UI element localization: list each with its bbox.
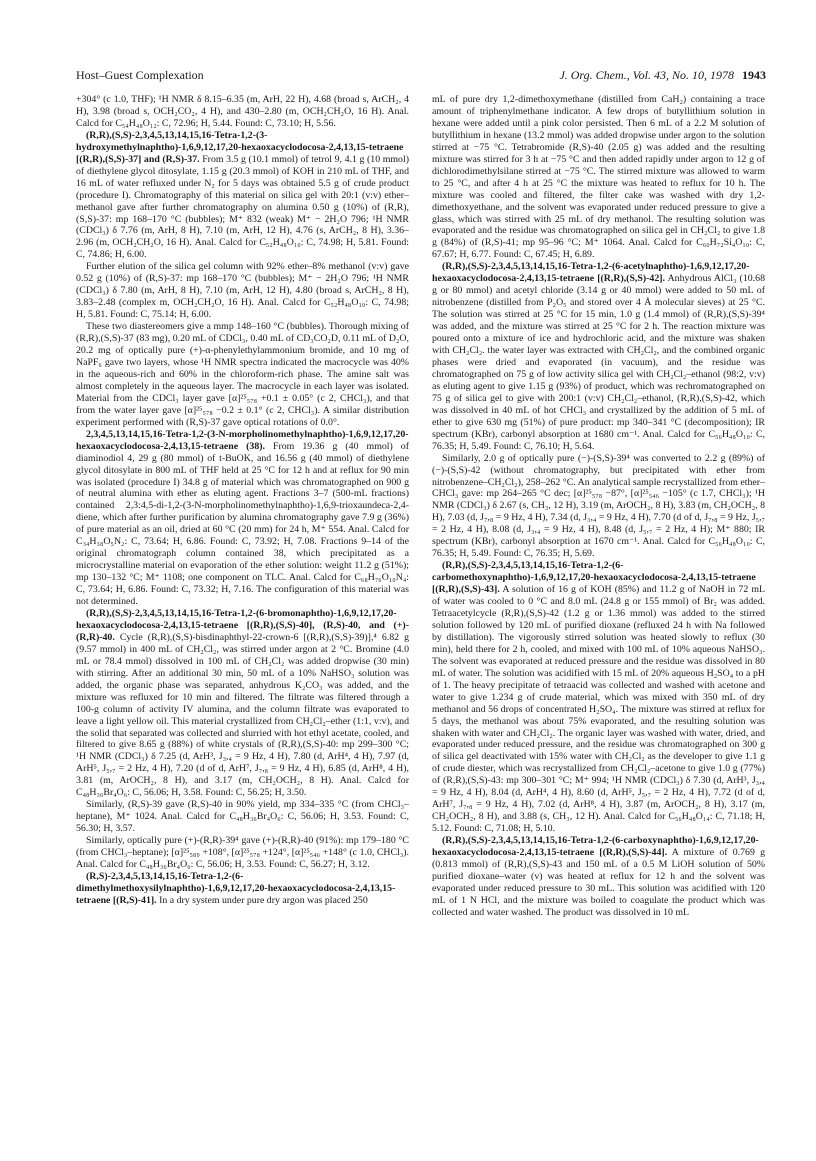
page-number: 1943 <box>742 68 766 82</box>
paragraph: Similarly, optically pure (+)-(R,R)-39⁴ gave (+)-(R,R)-40 (91%): mp 179–180 °C (from CHCl₃–heptane); [α]²⁵₅₈₉ +108°, [α]²⁵₅₇₈ +124°, [α]²⁵₅₄₆ +148° (c 1.0, CHCl₃). Anal. Calcd for C₄₈H₃₆Br₄O₆: C, 56.06; H, 3.53. Found: C, 56.27; H, 3.12. <box>76 835 409 870</box>
paragraph: (R,R),(S,S)-2,3,4,5,13,14,15,16-Tetra-1,2-(6-carbomethoxynaphtho)-1,6,9,12,17,20-hexaoxacyclodocosa-2,4,13,15-tetraene [(R,R),(S,S)-43]. A solution of 16 g of KOH (85%) and 11.2 g of NaOH in 72 mL of water was cooled to 0 °C and 8.0 mL (24.8 g or 155 mmol) of Br₂ was added. Tetraacetylcycle (R,R),(S,S)-42 (1.2 g or 1.36 mmol) was added to the stirred solution followed by 120 mL of purified dioxane (refluxed 24 h with Na followed by distillation). The vigorously stirred solution was heated slowly to reflux (30 min), held there for 2 h, cooled, and mixed with 100 mL of 10% aqueous NaHSO₃. The solvent was evaporated at reduced pressure and the residue was dissolved in 80 mL of water. The solution was acidified with 15 mL of 20% aqueous H₂SO₄ to a pH of 1. The heavy precipitate of tetraacid was collected and washed with acetone and water to give 1.234 g of crude material, which was mixed with 350 mL of dry methanol and 56 drops of concentrated H₂SO₄. The mixture was stirred at reflux for 5 days, the methanol was about 75% evaporated, and the resulting solution was shaken with water and CH₂Cl₂. The organic layer was washed with water, dried, and evaporated under reduced pressure, and the residue was chromatographed on 300 g of silica gel deactivated with 15% water with CH₂Cl₂ as the developer to give 1.1 g of crude diester, which was recrystallized from CH₂Cl₂–acetone to give 1.0 g (77%) of (R,R),(S,S)-43: mp 300–301 °C; M⁺ 994; ¹H NMR (CDCl₃) δ 7.30 (d, ArH³, J₃,₄ = 9 Hz, 4 H), 8.04 (d, ArH⁴, 4 H), 8.60 (d, ArH⁵, J₅,₇ = 2 Hz, 4 H), 7.72 (d of d, ArH⁷, J₇,₈ = 9 Hz, 4 H), 7.02 (d, ArH⁸, 4 H), 3.87 (m, ArOCH₂, 8 H), 3.17 (m, CH₂OCH₂, 8 H), and 3.88 (s, CH₃, 12 H). Anal. Calcd for C₅₆H₄₈O₁₄: C, 71.18; H, 5.12. Found: C, 71.08; H, 5.10. <box>432 560 765 835</box>
paragraph: Similarly, (R,S)-39 gave (R,S)-40 in 90% yield, mp 334–335 °C (from CHCl₃–heptane), M⁺ 1024. Anal. Calcd for C₄₈H₃₆Br₄O₆: C, 56.06; H, 3.53. Found: C, 56.30; H, 3.57. <box>76 799 409 835</box>
compound-heading: (R,R),(S,S)-2,3,4,5,13,14,15,16-Tetra-1,2-(6-carboxynaphtho)-1,6,9,12,17,20-hexaoxacyclodocosa-2,4,13,15-tetraene [(R,R),(S,S)-44]. <box>432 835 759 859</box>
paragraph: (R,R),(S,S)-2,3,4,5,13,14,15,16-Tetra-1,2-(6-acetylnaphtho)-1,6,9,12,17,20-hexaoxacyclodocosa-2,4,13,15-tetraene [(R,R),(S,S)-42]. Anhydrous AlCl₃ (10.68 g or 80 mmol) and acetyl chloride (3.14 g or 40 mmol) were added to 50 mL of nitrobenzene (distilled from P₂O₅ and stored over 4 Å molecular sieves) at 25 °C. The solution was stirred at 25 °C for 15 min, 1.0 g (1.4 mmol) of (R,R),(S,S)-39⁴ was added, and the mixture was stirred at 25 °C for 2 h. The reaction mixture was poured onto a mixture of ice and hydrochloric acid, and the mixture was shaken with CH₂Cl₂. the water layer was extracted with CH₂Cl₂, and the combined organic phases were dried and evaporated (in vacuum), and the residue was chromatographed on 75 g of low activity silica gel with CH₂Cl₂–ethanol (98:2, v:v) as eluting agent to give 1.15 g (93%) of product, which was rechromatographed on 75 g of silica gel to give with 200:1 (v:v) CH₂Cl₂–ethanol, (R,R),(S,S)-42, which was dissolved in 40 mL of hot CHCl₃ and crystallized by the addition of 5 mL of ether to give 630 mg (51%) of pure product: mp 340–341 °C (decomposition); IR spectrum (KBr), carbonyl absorption at 1680 cm⁻¹. Anal. Calcd for C₅₆H₄₈O₁₀: C, 76.35; H, 5.49. Found: C, 76.10; H, 5.64. <box>432 261 765 452</box>
running-header-title: Host–Guest Complexation <box>76 68 204 82</box>
running-header-journal-block <box>559 66 766 84</box>
paragraph: These two diastereomers give a mmp 148–160 °C (bubbles). Thorough mixing of (R,R),(S,S)-37 (83 mg), 0.20 mL of CDCl₃, 0.40 mL of CD₃CO₂D, 0.11 mL of D₂O, 20.2 mg of optically pure (+)-α-phenylethylammonium bromide, and 10 mg of NaPF₆ gave two layers, whose ¹H NMR spectra indicated the macrocycle was 40% in the aqueous-rich and 60% in the chloroform-rich phase. The amine salt was almost completely in the aqueous layer. The macrocycle in each layer was isolated. Material from the CDCl₃ layer gave [α]²⁵₅₇₈ +0.1 ± 0.05° (c 2, CHCl₃), and that from the water layer gave [α]²⁵₅₇₈ −0.2 ± 0.1° (c 2, CHCl₃). A similar distribution experiment performed with (R,S)-37 gave optical rotations of 0.0°. <box>76 321 409 428</box>
paragraph: Similarly, 2.0 g of optically pure (−)-(S,S)-39⁴ was converted to 2.2 g (89%) of (−)-(S,S)-42 (without chromatography, but precipitated with ether from nitrobenzene–CH₂Cl₂), 258–262 °C. An analytical sample recrystallized from ether–CHCl₃ gave: mp 264–265 °C dec; [α]²⁵₅₇₈ −87°, [α]²⁵₅₄₆ −105° (c 1.7, CHCl₃); ¹H NMR (CDCl₃) δ 2.67 (s, CH₃, 12 H), 3.19 (m, ArOCH₂, 8 H), 3.83 (m, CH₂OCH₂, 8 H), 7.03 (d, J₇,₈ = 9 Hz, 4 H), 7.34 (d, J₃,₄ = 9 Hz, 4 H), 7.70 (d of d, J₇,₈ = 9 Hz, J₅,₇ = 2 Hz, 4 H), 8.08 (d, J₃,₄ = 9 Hz, 4 H), 8.48 (d, J₅,₇ = 2 Hz, 4 H); M⁺ 880; IR spectrum (KBr), carbonyl absorption at 1670 cm⁻¹. Anal. Calcd for C₅₆H₄₈O₁₀: C, 76.35; H, 5.49. Found: C, 76.35; H, 5.69. <box>432 452 765 560</box>
right-column <box>432 94 765 1139</box>
compound-heading: (R,R),(S,S)-2,3,4,5,13,14,15,16-Tetra-1,2-(3-hydroxymethylnaphtho)-1,6,9,12,17,20-hexaoxacyclodocosa-2,4,13,15-tetraene [(R,R),(S,S)-37] and (R,S)-37. <box>76 129 404 165</box>
left-column <box>76 94 409 1139</box>
journal-citation: J. Org. Chem., Vol. 43, No. 10, 1978 <box>559 68 734 82</box>
paragraph: (R,R),(S,S)-2,3,4,5,13,14,15,16-Tetra-1,2-(6-carboxynaphtho)-1,6,9,12,17,20-hexaoxacyclodocosa-2,4,13,15-tetraene [(R,R),(S,S)-44]. A mixture of 0.769 g (0.813 mmol) of (R,R),(S,S)-43 and 150 mL of a 0.5 M LiOH solution of 50% purified dioxane–water (v) was heated at reflux for 12 h and the solvent was evaporated under reduced pressure to 30 mL. This solution was acidified with 120 mL of 1 N HCl, and the mixture was boiled to coagulate the product which was collected and water washed. The product was dissolved in 10 mL <box>432 835 765 918</box>
paragraph: (R,S)-2,3,4,5,13,14,15,16-Tetra-1,2-(6-dimethylmethoxysilylnaphtho)-1,6,9,12,17,20-hexaoxacyclodocosa-2,4,13,15-tetraene [(R,S)-41]. In a dry system under pure dry argon was placed 250 <box>76 870 396 906</box>
paragraph: Further elution of the silica gel column with 92% ether–8% methanol (v:v) gave 0.52 g (10%) of (R,S)-37: mp 168–170 °C (bubbles); M⁺ − 2H₂O 796; ¹H NMR (CDCl₃) δ 7.80 (m, ArH, 8 H), 7.10 (m, ArH, 12 H), 4.80 (broad s, ArCH₂, 8 H), 3.83–2.48 (complex m, OCH₂CH₂O, 16 H). Anal. Calcd for C₅₂H₄₈O₁₀: C, 74.98; H, 5.81. Found: C, 75.14; H, 6.00. <box>76 261 409 321</box>
compound-heading: 2,3,4,5,13,14,15,16-Tetra-1,2-(3-N-morpholinomethylnaphtho)-1,6,9,12,17,20-hexaoxacyclodocosa-2,4,13,15-tetraene (38). <box>76 428 409 452</box>
compound-heading: (R,R),(S,S)-2,3,4,5,13,14,15,16-Tetra-1,2-(6-acetylnaphtho)-1,6,9,12,17,20-hexaoxacyclodocosa-2,4,13,15-tetraene [(R,R),(S,S)-42]. <box>432 261 750 285</box>
compound-heading: (R,R),(S,S)-2,3,4,5,13,14,15,16-Tetra-1,2-(6-carbomethoxynaphtho)-1,6,9,12,17,20-hexaoxacyclodocosa-2,4,13,15-tetraene [(R,R),(S,S)-43]. <box>432 560 756 596</box>
running-header <box>76 66 766 84</box>
paragraph: (R,R),(S,S)-2,3,4,5,13,14,15,16-Tetra-1,2-(3-hydroxymethylnaphtho)-1,6,9,12,17,20-hexaoxacyclodocosa-2,4,13,15-tetraene [(R,R),(S,S)-37] and (R,S)-37. From 3.5 g (10.1 mmol) of tetrol 9, 4.1 g (10 mmol) of diethylene glycol ditosylate, 1.15 g (20.3 mmol) of KOH in 210 mL of THF, and 16 mL of water refluxed under N₂ for 5 days was obtained 5.5 g of crude product (procedure I). Chromatography of this material on silica gel with 20:1 (v:v) ether–methanol gave after further chromatography on alumina 0.50 g (10%) of (R,R),(S,S)-37: mp 168–170 °C (bubbles); M⁺ 832 (weak) M⁺ − 2H₂O 796; ¹H NMR (CDCl₃) δ 7.76 (m, ArH, 8 H), 7.10 (m, ArH, 12 H), 4.76 (s, ArCH₂, 8 H), 3.36–2.96 (m, OCH₂CH₂O, 16 H). Anal. Calcd for C₅₂H₄₈O₁₀: C, 74.98; H, 5.81. Found: C, 74.86; H, 6.00. <box>76 129 409 261</box>
compound-heading: (R,R),(S,S)-2,3,4,5,13,14,15,16-Tetra-1,2-(6-bromonaphtho)-1,6,9,12,17,20-hexaoxacyclodocosa-2,4,13,15-tetraene [(R,R),(S,S)-40], (R,S)-40, and (+)-(R,R)-40. <box>76 607 409 643</box>
paragraph: 2,3,4,5,13,14,15,16-Tetra-1,2-(3-N-morpholinomethylnaphtho)-1,6,9,12,17,20-hexaoxacyclodocosa-2,4,13,15-tetraene (38). From 19.36 g (40 mmol) of diaminodiol 4, 29 g (80 mmol) of t-BuOK, and 16.56 g (40 mmol) of diethylene glycol ditosylate in 800 mL of THF held at 25 °C for 12 h and at reflux for 90 min was isolated (procedure I) 34.8 g of material which was chromatographed on 900 g of neutral alumina with ether as eluting agent. Fractions 3–7 (500-mL fractions) contained 2,3:4,5-di-1,2-(3-N-morpholinomethylnaphtho)-1,6,9-trioxaundeca-2,4-diene, which after further purification by alumina chromatography gave 7.9 g (36%) of pure material as an oil, dried at 60 °C (20 mm) for 24 h, M⁺ 554. Anal. Calcd for C₃₄H₃₈O₅N₂: C, 73.64; H, 6.86. Found: C, 73.92; H, 7.08. Fractions 9–14 of the original chromatograph column contained 38, which precipitated as a microcrystalline material on evaporation of the ether solution: weight 11.2 g (51%); mp 130–132 °C; M⁺ 1108; one component on TLC. Anal. Calcd for C₆₈H₇₆O₁₀N₄: C, 73.64; H, 6.86. Found: C, 73.32; H, 7.16. The configuration of this material was not determined. <box>76 428 409 608</box>
compound-heading: (R,S)-2,3,4,5,13,14,15,16-Tetra-1,2-(6-dimethylmethoxysilylnaphtho)-1,6,9,12,17,20-hexaoxacyclodocosa-2,4,13,15-tetraene [(R,S)-41]. <box>76 870 396 906</box>
paragraph: (R,R),(S,S)-2,3,4,5,13,14,15,16-Tetra-1,2-(6-bromonaphtho)-1,6,9,12,17,20-hexaoxacyclodocosa-2,4,13,15-tetraene [(R,R),(S,S)-40], (R,S)-40, and (+)-(R,R)-40. Cycle (R,R),(S,S)-bisdinaphthyl-22-crown-6 [(R,R),(S,S)-39)],⁴ 6.82 g (9.57 mmol) in 400 mL of CH₂Cl₂, was stirred under argon at 2 °C. Bromine (4.0 mL or 78.4 mmol) dissolved in 100 mL of CH₂Cl₂ was added dropwise (30 min) with stirring. After an additional 30 min, 50 mL of a 10% NaHSO₃ solution was added, the organic phase was separated, anhydrous K₂CO₃ was added, and the mixture was refluxed for 10 min and filtered. The filtrate was filtered through a 100-g column of activity IV alumina, and the column filtrate was evaporated to leave a light yellow oil. This material crystallized from CH₂Cl₂–ether (1:1, v:v), and the solid that separated was collected and slurried with hot ethyl acetate, cooled, and filtered to give 8.65 g (88%) of white crystals of (R,R),(S,S)-40: mp 299–300 °C; ¹H NMR (CDCl₃) δ 7.25 (d, ArH³, J₃,₄ = 9 Hz, 4 H), 7.80 (d, ArH⁴, 4 H), 7.97 (d, ArH⁵, J₅,₇ = 2 Hz, 4 H), 7.20 (d of d, ArH⁷, J₇,₈ = 9 Hz, 4 H), 6.85 (d, ArH⁸, 4 H), 3.81 (m, ArOCH₂, 8 H), and 3.17 (m, CH₂OCH₂, 8 H). Anal. Calcd for C₄₈H₃₆Br₄O₆: C, 56.06; H, 3.58. Found: C, 56.25; H, 3.50. <box>76 607 409 799</box>
paragraph: mL of pure dry 1,2-dimethoxymethane (distilled from CaH₂) containing a trace amount of triphenylmethane indicator. A few drops of butyllithium solution in hexane were added until a pink color persisted. Then 6 mL of a 2.2 M solution of butyllithium in hexane (13.2 mmol) was added dropwise under argon to the solution stirred at −75 °C. Tetrabromide (R,S)-40 (2.05 g) was added and the resulting mixture was stirred for 3 h at −75 °C and then added rapidly under argon to 12 g of dichlorodimethylsilane stirred at −75 °C. The stirred mixture was allowed to warm to 25 °C, and after 4 h at 25 °C the mixture was heated to reflux for 10 h. The mixture was cooled and filtered, the filter cake was washed with dry 1,2-dimethoxyethane, and the solvent was evaporated under reduced pressure to give a glass, which was stirred with 25 mL of dry methanol. The resulting solution was evaporated and the residue was chromatographed on silica gel in CH₂Cl₂ to give 1.8 g (84%) of (R,S)-41; mp 95–96 °C; M⁺ 1064. Anal. Calcd for C₆₀H₇₂Si₄O₁₀: C, 67.67; H, 6.77. Found: C, 67.45; H, 6.89. <box>432 94 765 261</box>
paragraph: +304° (c 1.0, THF); ¹H NMR δ 8.15–6.35 (m, ArH, 22 H), 4.68 (broad s, ArCH₂, 4 H), 3.98 (broad s, OCH₂CO₂, 4 H), and 430–2.80 (m, OCH₂CH₂O, 16 H). Anal. Calcd for C₅₄H₄₈O₁₂: C, 72.96; H, 5.44. Found: C, 73.10; H, 5.56. <box>76 94 409 129</box>
